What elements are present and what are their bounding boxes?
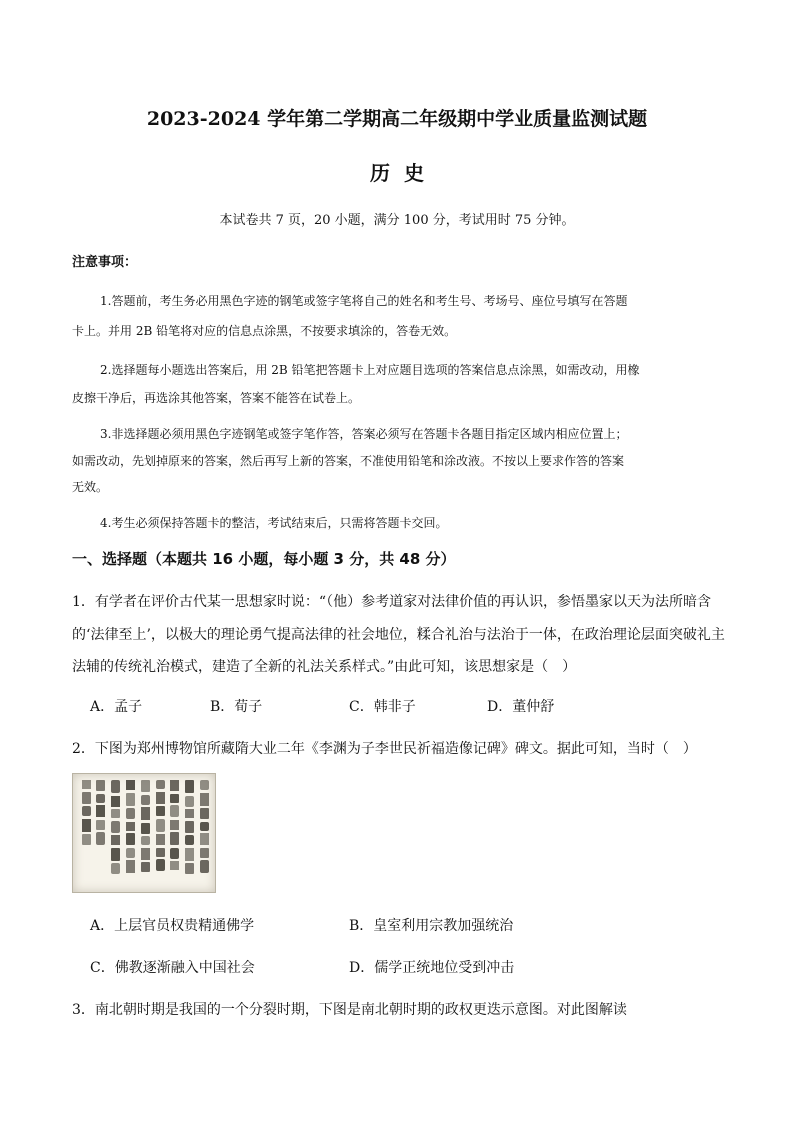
stele-glyph bbox=[185, 780, 194, 793]
stele-glyph bbox=[111, 809, 120, 818]
notice-line: 1.答题前，考生务必用黑色字迹的钢笔或签字笔将自己的姓名和考生号、考场号、座位号填写在答题 bbox=[100, 294, 628, 308]
stele-glyph bbox=[156, 780, 165, 789]
stele-glyph bbox=[185, 796, 194, 807]
stele-glyph bbox=[185, 821, 194, 833]
stele-glyph bbox=[156, 792, 165, 804]
stele-glyph bbox=[126, 780, 135, 790]
notice-title: 注意事项： bbox=[72, 255, 138, 270]
question-1-line: 法辅的传统礼治模式，建造了全新的礼法关系样式。”由此可知，该思想家是（ ） bbox=[72, 659, 577, 675]
stele-glyph bbox=[126, 808, 135, 819]
stele-text-column bbox=[153, 780, 167, 886]
notice-line: 如需改动，先划掉原来的答案，然后再写上新的答案，不准使用铅笔和涂改液。不按以上要求作答的答案 bbox=[72, 454, 625, 468]
stele-glyph bbox=[126, 793, 135, 806]
question-1-line: 的‘法律至上’，以极大的理论勇气提高法律的社会地位，糅合礼治与法治于一体，在政治理论层面突破礼主 bbox=[72, 627, 725, 643]
notice-line: 3.非选择题必须用黑色字迹钢笔或签字笔作答，答案必须写在答题卡各题目指定区域内相应位置上； bbox=[100, 427, 628, 441]
stele-text-column bbox=[197, 780, 211, 886]
stele-glyph bbox=[170, 780, 179, 791]
stele-glyph bbox=[156, 859, 165, 871]
stele-glyph bbox=[141, 836, 150, 845]
stele-text-column bbox=[94, 780, 108, 886]
stele-glyph bbox=[111, 848, 120, 861]
q1-option-b[interactable]: B．荀子 bbox=[210, 699, 263, 715]
stele-glyph bbox=[200, 793, 209, 806]
question-2-stem: 2．下图为郑州博物馆所藏隋大业二年《李渊为子李世民祈福造像记碑》碑文。据此可知，当时（ ） bbox=[72, 741, 697, 757]
stele-glyph bbox=[96, 780, 105, 791]
stele-glyph bbox=[170, 805, 179, 817]
stele-text-column bbox=[138, 780, 152, 886]
stele-text-column bbox=[109, 780, 123, 886]
stele-glyph bbox=[141, 795, 150, 805]
stele-glyph bbox=[141, 823, 150, 834]
notice-line: 4.考生必须保持答题卡的整洁，考试结束后，只需将答题卡交回。 bbox=[100, 516, 448, 530]
stele-glyph bbox=[170, 794, 179, 803]
stele-glyph bbox=[82, 819, 91, 832]
stele-glyph bbox=[141, 848, 150, 860]
stele-glyph bbox=[111, 835, 120, 845]
notice-line: 卡上。并用 2B 铅笔将对应的信息点涂黑，不按要求填涂的，答卷无效。 bbox=[72, 324, 457, 338]
stele-inscription-image bbox=[72, 773, 216, 893]
stele-glyph bbox=[185, 848, 194, 861]
stele-glyph bbox=[185, 835, 194, 845]
stele-glyph bbox=[111, 863, 120, 874]
stele-glyph bbox=[126, 822, 135, 831]
q1-option-d[interactable]: D．董仲舒 bbox=[487, 699, 555, 715]
section-title: 一、选择题（本题共 16 小题，每小题 3 分，共 48 分） bbox=[72, 550, 456, 568]
q2-option-d[interactable]: D．儒学正统地位受到冲击 bbox=[349, 960, 515, 976]
subject-title: 历史 bbox=[370, 161, 438, 185]
stele-glyph bbox=[111, 796, 120, 807]
q1-option-a[interactable]: A．孟子 bbox=[90, 699, 143, 715]
question-1-line: 1．有学者在评价古代某一思想家时说：“（他）参考道家对法律价值的再认识，参悟墨家以天为法所暗含 bbox=[72, 594, 712, 610]
stele-glyph bbox=[126, 860, 135, 873]
stele-text-column bbox=[183, 780, 197, 886]
stele-glyph bbox=[82, 834, 91, 845]
stele-glyph bbox=[170, 848, 179, 859]
stele-glyph bbox=[111, 821, 120, 833]
stele-text-column bbox=[79, 780, 93, 886]
stele-glyph bbox=[200, 833, 209, 845]
stele-glyph bbox=[156, 848, 165, 857]
stele-glyph bbox=[96, 832, 105, 845]
stele-text-column bbox=[168, 780, 182, 886]
notice-line: 皮擦干净后，再选涂其他答案，答案不能答在试卷上。 bbox=[72, 391, 361, 405]
stele-glyph bbox=[141, 807, 150, 820]
stele-glyph bbox=[156, 819, 165, 832]
stele-glyph bbox=[111, 780, 120, 793]
stele-glyph bbox=[96, 805, 105, 817]
q2-option-a[interactable]: A．上层官员权贵精通佛学 bbox=[90, 918, 255, 934]
stele-glyph bbox=[96, 820, 105, 830]
stele-glyph bbox=[141, 862, 150, 872]
stele-glyph bbox=[82, 780, 91, 789]
stele-glyph bbox=[82, 806, 91, 816]
stele-glyph bbox=[200, 780, 209, 790]
stele-text-column bbox=[123, 780, 137, 886]
q2-option-b[interactable]: B．皇室利用宗教加强统治 bbox=[349, 918, 514, 934]
stele-glyph bbox=[126, 848, 135, 858]
exam-title: 2023-2024 学年第二学期高二年级期中学业质量监测试题 bbox=[146, 108, 648, 130]
q1-option-c[interactable]: C．韩非子 bbox=[349, 699, 416, 715]
notice-line: 无效。 bbox=[72, 480, 109, 494]
stele-glyph bbox=[200, 822, 209, 831]
stele-glyph bbox=[96, 794, 105, 803]
notice-line: 2.选择题每小题选出答案后，用 2B 铅笔把答题卡上对应题目选项的答案信息点涂黑，如需改动，用橡 bbox=[100, 363, 640, 377]
stele-glyph bbox=[170, 832, 179, 845]
stele-glyph bbox=[185, 809, 194, 818]
exam-info: 本试卷共 7 页，20 小题，满分 100 分，考试用时 75 分钟。 bbox=[219, 213, 575, 228]
stele-glyph bbox=[141, 780, 150, 792]
question-3-stem: 3．南北朝时期是我国的一个分裂时期，下图是南北朝时期的政权更迭示意图。对此图解读 bbox=[72, 1002, 627, 1018]
stele-glyph bbox=[200, 848, 209, 858]
stele-glyph bbox=[170, 820, 179, 830]
q2-option-c[interactable]: C．佛教逐渐融入中国社会 bbox=[90, 960, 255, 976]
stele-glyph bbox=[126, 833, 135, 845]
stele-glyph bbox=[156, 806, 165, 816]
stele-glyph bbox=[200, 808, 209, 819]
stele-glyph bbox=[185, 863, 194, 874]
stele-glyph bbox=[200, 860, 209, 873]
stele-glyph bbox=[156, 834, 165, 845]
stele-glyph bbox=[82, 792, 91, 804]
stele-glyph bbox=[170, 861, 179, 870]
